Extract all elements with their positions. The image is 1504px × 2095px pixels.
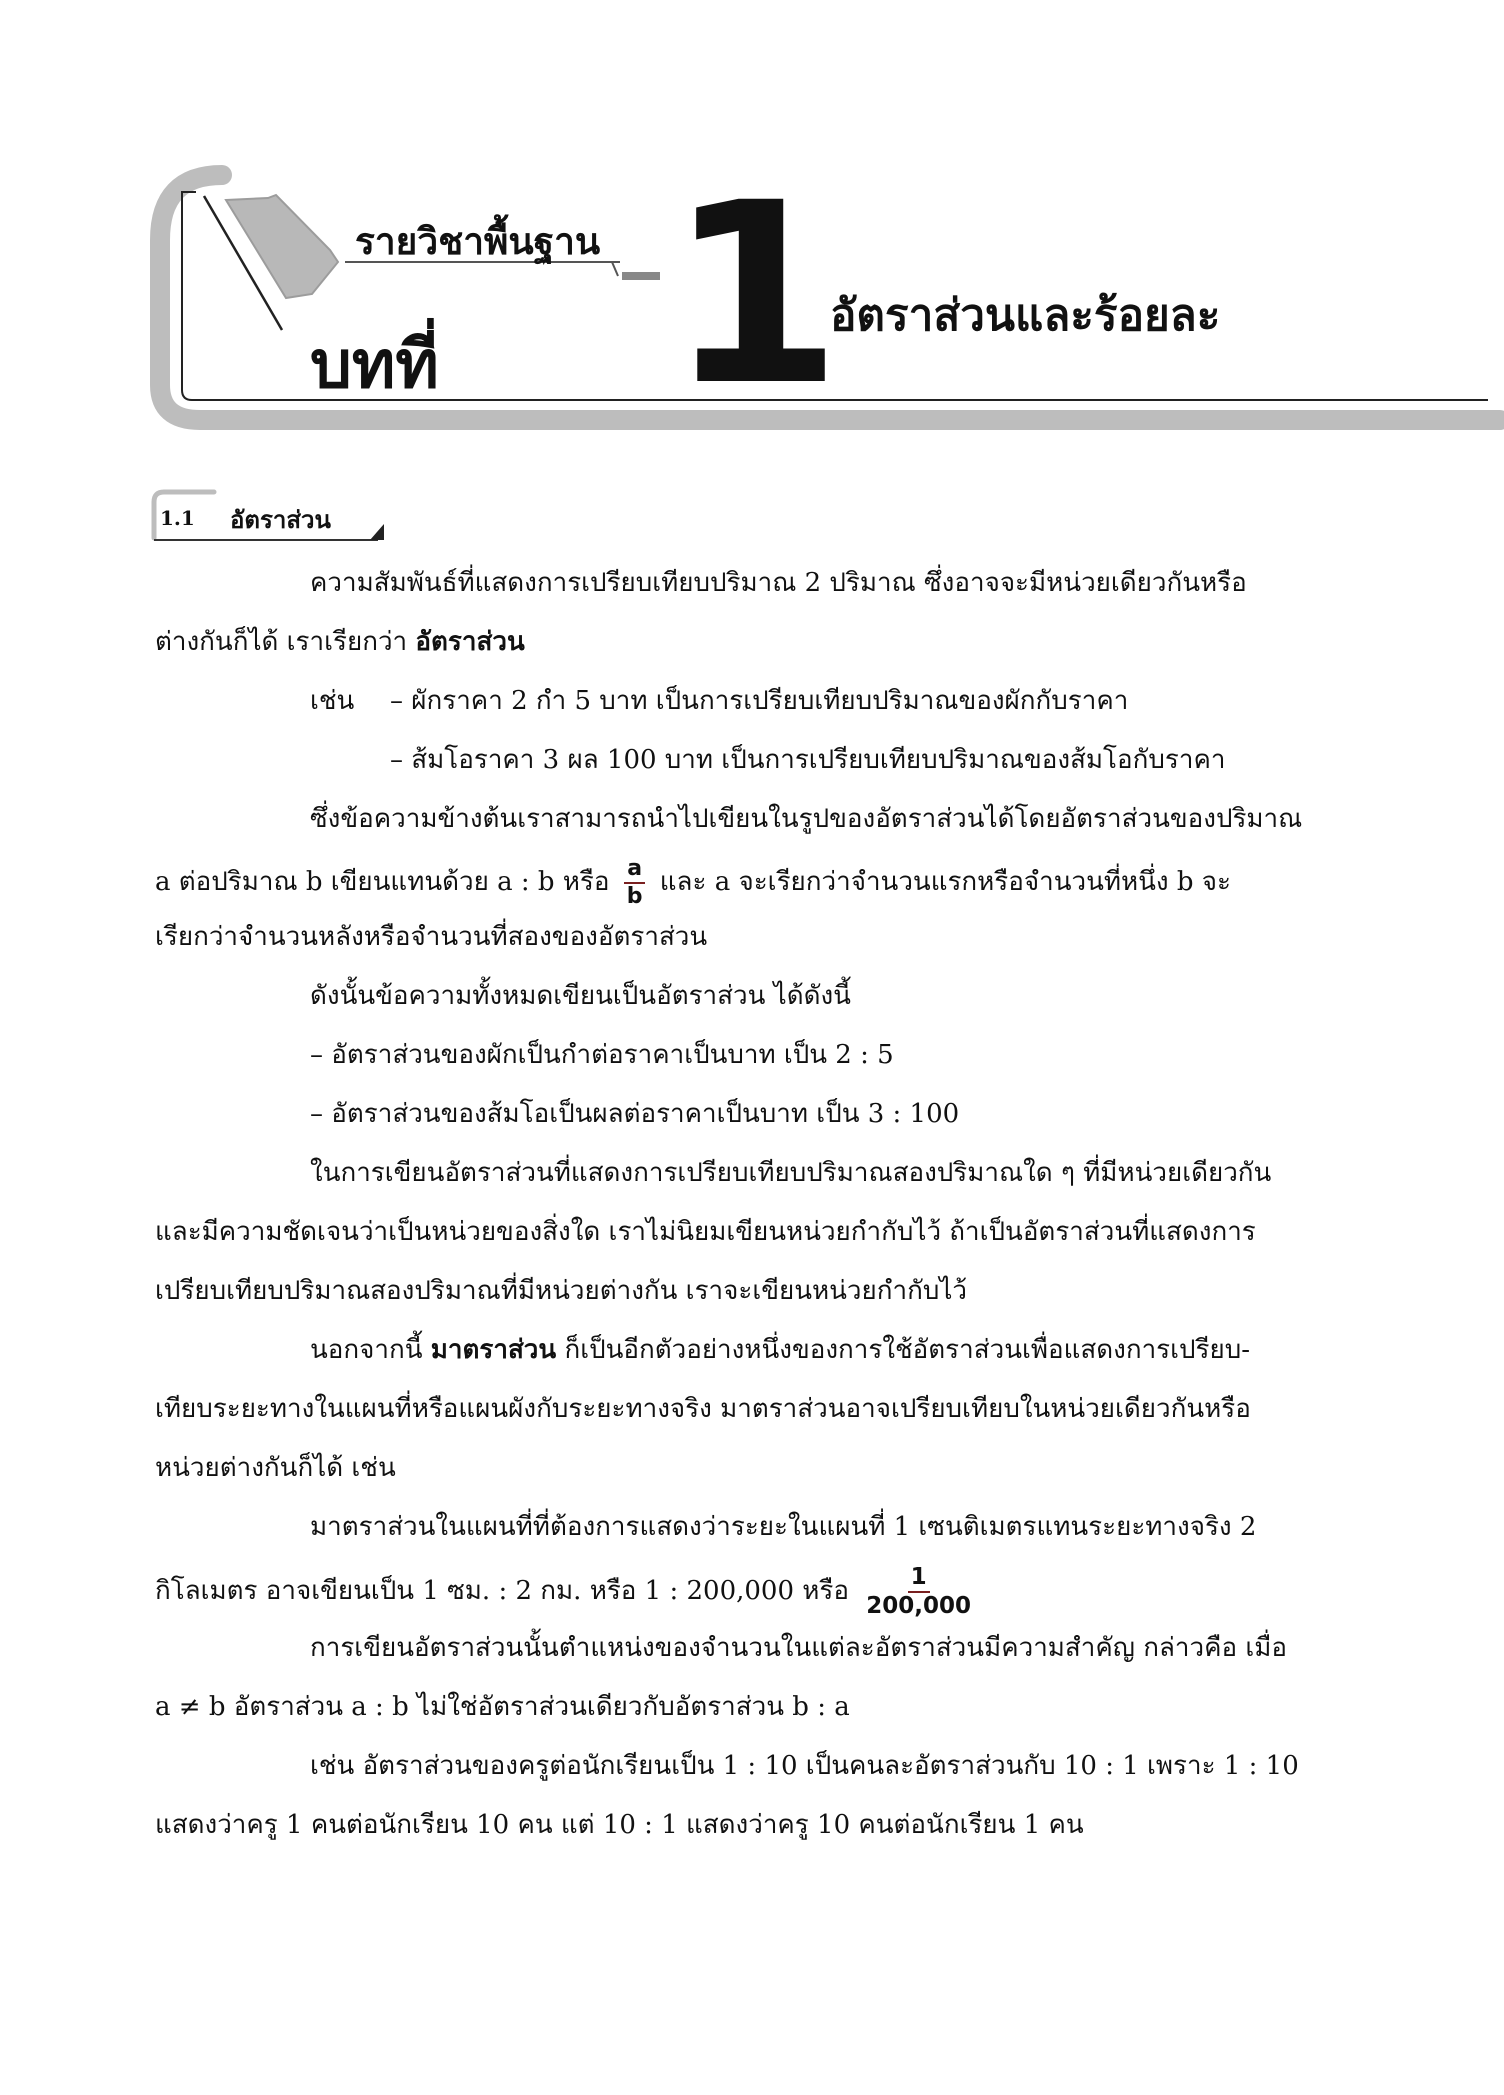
paragraph-line: เรียกว่าจำนวนหลังหรือจำนวนที่สองของอัตราส่วน bbox=[155, 922, 708, 952]
section-title: อัตราส่วน bbox=[230, 506, 331, 534]
paragraph-text: ในการเขียนอัตราส่วนที่แสดงการเปรียบเทียบปริมาณสองปริมาณใด ๆ ที่มีหน่วยเดียวกัน bbox=[310, 1158, 1272, 1188]
section-number: 1.1 bbox=[160, 506, 195, 530]
paragraph-line bbox=[310, 1751, 1334, 1782]
paragraph-line bbox=[310, 568, 1334, 599]
paragraph-line: เปรียบเทียบปริมาณสองปริมาณที่มีหน่วยต่างกัน เราจะเขียนหน่วยกำกับไว้ bbox=[155, 1276, 968, 1306]
paragraph-line bbox=[155, 627, 525, 658]
paragraph-text: เทียบระยะทางในแผนที่หรือแผนผังกับระยะทางจริง มาตราส่วนอาจเปรียบเทียบในหน่วยเดียวกันหรือ bbox=[155, 1394, 1251, 1424]
example-label: เช่น bbox=[310, 686, 355, 716]
paragraph-text: กิโลเมตร อาจเขียนเป็น 1 ซม. : 2 กม. หรือ 1 : 200,000 หรือ bbox=[155, 1576, 850, 1606]
paragraph-line bbox=[155, 858, 1231, 908]
chapter-title: อัตราส่วนและร้อยละ bbox=[830, 290, 1221, 341]
chapter-word: บทที่ bbox=[310, 326, 439, 403]
paragraph-text: เช่น อัตราส่วนของครูต่อนักเรียนเป็น 1 : 10 เป็นคนละอัตราส่วนกับ 10 : 1 เพราะ 1 : 10 bbox=[310, 1751, 1299, 1781]
paragraph-text: ซึ่งข้อความข้างต้นเราสามารถนำไปเขียนในรูปของอัตราส่วนได้โดยอัตราส่วนของปริมาณ bbox=[310, 804, 1303, 834]
paragraph-text: ต่างกันก็ได้ เราเรียกว่า bbox=[155, 627, 408, 657]
paragraph-line bbox=[310, 1158, 1334, 1189]
fraction-a-over-b bbox=[624, 858, 646, 908]
paragraph-text: และ a จะเรียกว่าจำนวนแรกหรือจำนวนที่หนึ่ง b จะ bbox=[659, 867, 1231, 897]
paragraph-text: และมีความชัดเจนว่าเป็นหน่วยของสิ่งใด เราไม่นิยมเขียนหน่วยกำกับไว้ ถ้าเป็นอัตราส่วนที่แสดงการ bbox=[155, 1217, 1256, 1247]
paragraph-line bbox=[310, 1512, 1334, 1543]
paragraph-text: นอกจากนี้ bbox=[310, 1335, 423, 1365]
paragraph-line: ดังนั้นข้อความทั้งหมดเขียนเป็นอัตราส่วน ได้ดังนี้ bbox=[310, 981, 851, 1011]
paragraph-line: หน่วยต่างกันก็ได้ เช่น bbox=[155, 1453, 396, 1483]
key-term: อัตราส่วน bbox=[415, 627, 525, 657]
paragraph-line bbox=[155, 1566, 980, 1618]
fraction-numerator: 1 bbox=[908, 1566, 930, 1593]
paragraph-line bbox=[155, 1394, 1334, 1425]
paragraph-text: a ต่อปริมาณ b เขียนแทนด้วย a : b หรือ bbox=[155, 867, 610, 897]
subject-label: รายวิชาพื้นฐาน bbox=[355, 220, 601, 263]
fraction-numerator: a bbox=[624, 858, 645, 884]
paragraph-line bbox=[310, 804, 1334, 835]
chapter-number: 1 bbox=[668, 149, 842, 440]
chapter-header bbox=[0, 0, 1504, 440]
paragraph-line bbox=[310, 1633, 1334, 1664]
fraction-denominator: 200,000 bbox=[866, 1593, 972, 1619]
paragraph-line bbox=[310, 1335, 1250, 1366]
list-item: – อัตราส่วนของส้มโอเป็นผลต่อราคาเป็นบาท เป็น 3 : 100 bbox=[310, 1099, 960, 1129]
paragraph-text: ก็เป็นอีกตัวอย่างหนึ่งของการใช้อัตราส่วนเพื่อแสดงการเปรียบ- bbox=[564, 1335, 1251, 1365]
paragraph-line: a ≠ b อัตราส่วน a : b ไม่ใช่อัตราส่วนเดียวกับอัตราส่วน b : a bbox=[155, 1692, 850, 1722]
section-heading bbox=[148, 488, 388, 548]
paragraph-line bbox=[155, 1217, 1334, 1248]
paragraph-line: แสดงว่าครู 1 คนต่อนักเรียน 10 คน แต่ 10 : 1 แสดงว่าครู 10 คนต่อนักเรียน 1 คน bbox=[155, 1810, 1084, 1840]
list-item: – อัตราส่วนของผักเป็นกำต่อราคาเป็นบาท เป็น 2 : 5 bbox=[310, 1040, 894, 1070]
paragraph-text: มาตราส่วนในแผนที่ที่ต้องการแสดงว่าระยะในแผนที่ 1 เซนติเมตรแทนระยะทางจริง 2 bbox=[310, 1512, 1257, 1542]
key-term: มาตราส่วน bbox=[430, 1335, 557, 1365]
paragraph-text: การเขียนอัตราส่วนนั้นตำแหน่งของจำนวนในแต่ละอัตราส่วนมีความสำคัญ กล่าวคือ เมื่อ bbox=[310, 1633, 1287, 1663]
paragraph-text: ความสัมพันธ์ที่แสดงการเปรียบเทียบปริมาณ 2 ปริมาณ ซึ่งอาจจะมีหน่วยเดียวกันหรือ bbox=[310, 568, 1247, 598]
fraction-denominator: b bbox=[626, 884, 643, 909]
example-item: – ผักราคา 2 กำ 5 บาท เป็นการเปรียบเทียบปริมาณของผักกับราคา bbox=[390, 686, 1129, 716]
example-item: – ส้มโอราคา 3 ผล 100 บาท เป็นการเปรียบเทียบปริมาณของส้มโอกับราคา bbox=[390, 745, 1226, 775]
fraction-map-scale bbox=[863, 1566, 974, 1618]
